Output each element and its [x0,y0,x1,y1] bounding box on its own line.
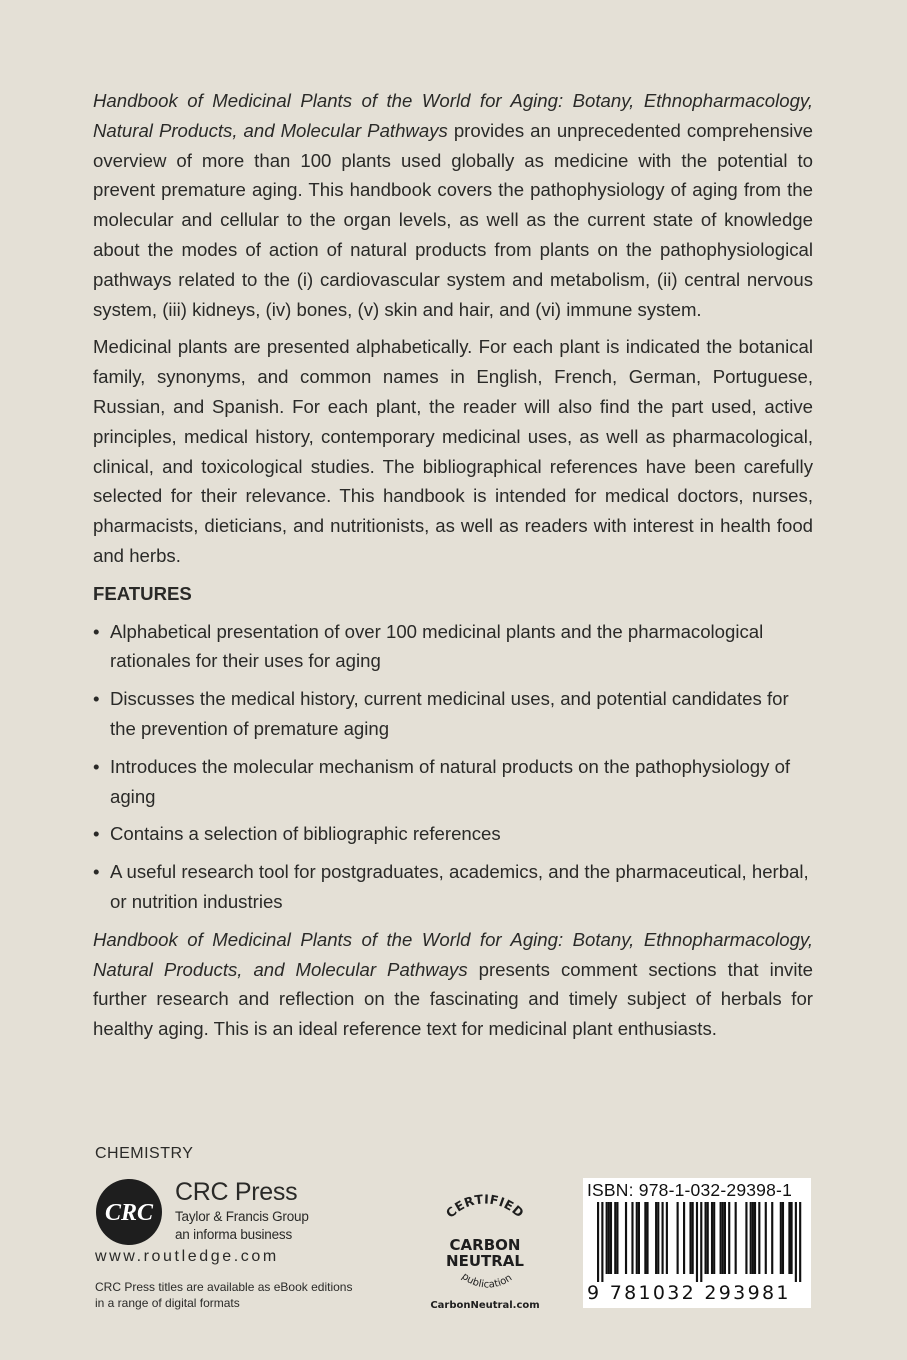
carbon-site: CarbonNeutral.com [430,1300,540,1311]
barcode-bar [745,1202,747,1274]
carbon-certified-text: CERTIFIED [442,1192,528,1221]
features-heading: FEATURES [93,582,192,604]
barcode-bar [720,1202,722,1274]
barcode-bar [610,1202,612,1274]
barcode-bar [799,1202,801,1282]
barcode-bar [795,1202,797,1282]
description-paragraph-2: Medicinal plants are presented alphabetically. For each plant is indicated the botanical family, synonyms, and common names in English, French, German, Portuguese, Russian, and Spanish. For each plant, the reader will also find the part used, active principles, medical history, contemporary medicinal uses, as well as pharmacological, clinical, and toxicological studies. The bibliographical references have been carefully selected for their relevance. This handbook is intended for medical doctors, nurses, pharmacists, dieticians, and nutritionists, as well as readers with interest in health food and herbs. [93,336,813,566]
barcode-bar [707,1202,709,1274]
barcode-bar [788,1202,790,1274]
barcode-bar [601,1202,603,1282]
barcode-bar [692,1202,694,1274]
barcode-bar [711,1202,713,1274]
barcode-bar [608,1202,610,1274]
barcode-bar [683,1202,685,1274]
bullet-icon: • [93,620,100,642]
barcode-bar [657,1202,659,1274]
book-title-italic: Handbook of Medicinal Plants of the World for Aging: Botany, Ethnopharmacology, Natural Products, and Molecular Pathways [93,90,813,141]
carbon-line2: NEUTRAL [446,1252,524,1270]
bullet-icon: • [93,688,100,710]
feature-text: Discusses the medical history, current medicinal uses, and potential candidates for the prevention of premature aging [110,688,789,739]
barcode-bar [735,1202,737,1274]
isbn-label: ISBN: 978-1-032-29398-1 [587,1180,793,1200]
carbon-line1: CARBON [449,1236,521,1254]
barcode-bar [655,1202,657,1274]
website-link[interactable]: www.routledge.com [95,1248,279,1265]
closing-paragraph [93,925,813,1044]
barcode-bar [752,1202,754,1274]
publisher-group: Taylor & Francis Group [175,1209,309,1224]
bullet-icon: • [93,823,100,845]
feature-text: Alphabetical presentation of over 100 medicinal plants and the pharmacological rationales for their uses for aging [110,620,764,672]
barcode-bar [616,1202,618,1274]
barcode-bar [644,1202,646,1274]
feature-text: Contains a selection of bibliographic references [110,823,501,845]
barcode-bar [722,1202,724,1274]
barcode-bar [705,1202,707,1274]
barcode-bar [750,1202,752,1274]
publisher-block [175,1178,309,1244]
crc-logo-text: CRC [104,1200,154,1226]
subject-category: CHEMISTRY [95,1145,194,1162]
barcode-icon [583,1202,811,1282]
crc-logo-icon [95,1178,163,1246]
barcode-bar [791,1202,793,1274]
barcode-bar [597,1202,599,1282]
barcode-bar [771,1202,773,1274]
barcode-number: 9 781032 293981 [587,1282,791,1304]
barcode-bar [677,1202,679,1274]
barcode-bar [696,1202,698,1282]
barcode-bar [754,1202,756,1274]
barcode-bar [728,1202,730,1274]
barcode-bar [646,1202,648,1274]
carbon-publication-text: publication [459,1271,515,1291]
paragraph-1-body: provides an unprecedented comprehensive overview of more than 100 plants used globally as medicine with the potential to prevent premature aging. This handbook covers the pathophysiology of aging from the molecular and cellular to the organ levels, as well as the current state of knowledge about the modes of action of natural products from plants on the pathophysiological pathways related to the (i) cardiovascular system and metabolism, (ii) central nervous system, (iii) kidneys, (iv) bones, (v) skin and hair, and (vi) immune system. [93,119,814,320]
carbon-neutral-logo-icon [420,1192,550,1317]
feature-text: Introduces the molecular mechanism of natural products on the pathophysiology of aging [110,755,791,807]
feature-item [93,684,813,744]
barcode-bar [606,1202,608,1274]
svg-text:CERTIFIED [443,1192,527,1221]
barcode-bar [631,1202,633,1274]
description-paragraph-1 [93,86,813,324]
barcode-bar [758,1202,760,1274]
barcode-bar [689,1202,691,1274]
barcode-bar [765,1202,767,1274]
publisher-name: CRC Press [175,1178,298,1206]
barcode-bar [780,1202,782,1274]
isbn-barcode-block [583,1178,811,1308]
barcode-bar [782,1202,784,1274]
back-cover-description [93,86,813,1052]
barcode-bar [625,1202,627,1274]
barcode-bar [713,1202,715,1274]
feature-text: A useful research tool for postgraduates, academics, and the pharmaceutical, herbal, or nutrition industries [110,861,809,912]
feature-item [93,819,813,849]
features-list [93,617,813,917]
barcode-bar [700,1202,702,1282]
bullet-icon: • [93,755,100,777]
feature-item [93,752,813,812]
barcode-bar [666,1202,668,1274]
bullet-icon: • [93,861,100,883]
closing-body: presents comment sections that invite further research and reflection on the fascinating and timely subject of herbals for healthy aging. This is an ideal reference text for medicinal plant enthusiasts. [93,958,813,1040]
barcode-bar [638,1202,640,1274]
feature-item [93,617,813,677]
feature-item [93,857,813,917]
barcode-bar [614,1202,616,1274]
ebook-note: CRC Press titles are available as eBook editions in a range of digital formats [95,1280,353,1310]
book-title-italic: Handbook of Medicinal Plants of the World for Aging: Botany, Ethnopharmacology, Natural Products, and Molecular Pathways [93,928,813,980]
barcode-bar [636,1202,638,1274]
barcode-bar [662,1202,664,1274]
barcode-bar [724,1202,726,1274]
publisher-informa: an informa business [175,1227,293,1242]
svg-text:publication [459,1271,514,1291]
